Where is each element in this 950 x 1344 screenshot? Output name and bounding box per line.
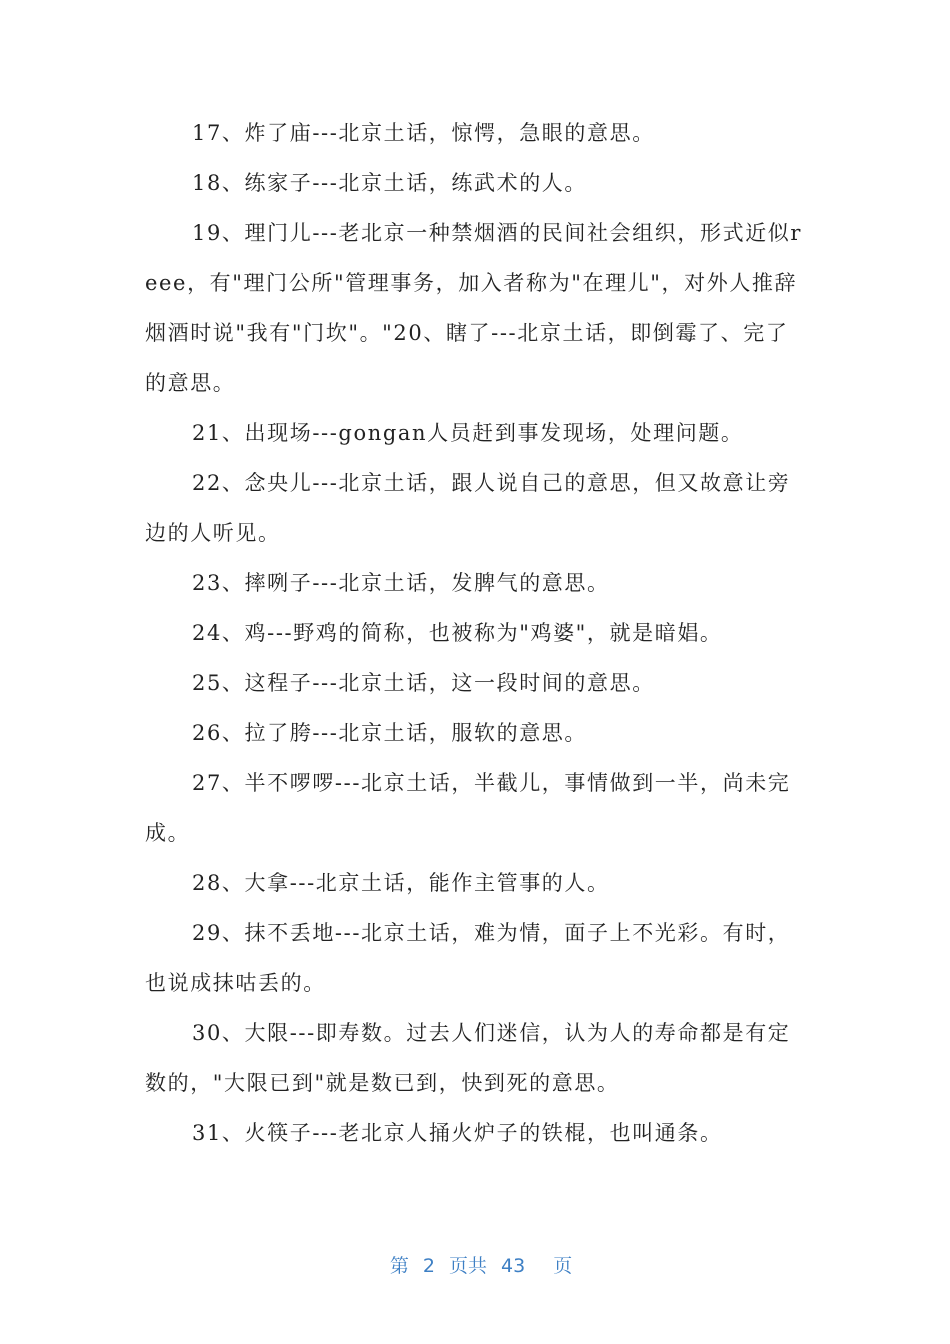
total-pages-number: 43	[501, 1255, 526, 1277]
page-label-suffix: 页	[553, 1255, 573, 1277]
paragraph-entry-29: 29、抹不丢地---北京土话，难为情，面子上不光彩。有时，也说成抹咕丢的。	[145, 921, 791, 995]
paragraph-entry-26: 26、拉了胯---北京土话，服软的意思。	[192, 721, 588, 745]
paragraph-entry-19-20: 19、理门儿---老北京一种禁烟酒的民间社会组织，形式近似reee，有"理门公所"管理事务，加入者称为"在理儿"，对外人推辞烟酒时说"我有"门坎"。"20、瞎了---北京土话，即倒霉了、完了的意思。	[145, 221, 803, 395]
document-body	[145, 108, 805, 1158]
paragraph-entry-24: 24、鸡---野鸡的简称，也被称为"鸡婆"，就是暗娼。	[192, 621, 723, 645]
paragraph-entry-30: 30、大限---即寿数。过去人们迷信，认为人的寿命都是有定数的，"大限已到"就是数已到，快到死的意思。	[145, 1021, 791, 1095]
paragraph-entry-28: 28、大拿---北京土话，能作主管事的人。	[192, 871, 610, 895]
paragraph-entry-21: 21、出现场---gongan人员赶到事发现场，处理问题。	[192, 421, 744, 445]
paragraph-entry-31: 31、火筷子---老北京人捅火炉子的铁棍，也叫通条。	[192, 1121, 723, 1145]
page-label-prefix: 第	[389, 1255, 409, 1277]
paragraph-entry-27: 27、半不啰啰---北京土话，半截儿，事情做到一半，尚未完成。	[145, 771, 791, 845]
page-label-middle: 页共	[448, 1255, 487, 1277]
current-page-number: 2	[422, 1255, 435, 1277]
page-footer	[0, 1218, 950, 1282]
paragraph-entry-22: 22、念央儿---北京土话，跟人说自己的意思，但又故意让旁边的人听见。	[145, 471, 791, 545]
paragraph-entry-18: 18、练家子---北京土话，练武术的人。	[192, 171, 588, 195]
paragraph-entry-23: 23、摔咧子---北京土话，发脾气的意思。	[192, 571, 610, 595]
paragraph-entry-17: 17、炸了庙---北京土话，惊愕，急眼的意思。	[192, 121, 655, 145]
paragraph-entry-25: 25、这程子---北京土话，这一段时间的意思。	[192, 671, 655, 695]
